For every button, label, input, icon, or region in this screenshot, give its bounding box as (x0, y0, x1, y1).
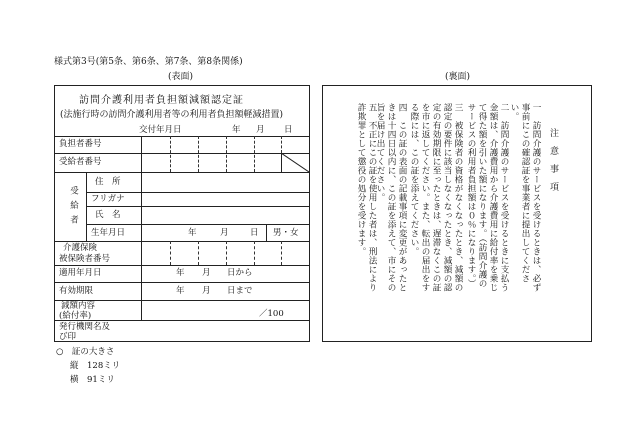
recipient-group-label: 受給者 (68, 186, 79, 230)
applicable-year-unit: 年 (176, 268, 185, 278)
birth-date-label: 生年月日 (91, 228, 126, 238)
applicable-month-unit: 月 (202, 268, 211, 278)
back-card (322, 85, 592, 342)
card-height: 縦 128ミリ (70, 361, 121, 371)
applicable-from-unit: 日から (227, 268, 253, 278)
digit-divider (226, 241, 227, 265)
note-item-3: 三 被保険者の資格がなくなったとき、減額の認定の要件に該当しなくなったとき、減額の認定の有効期限に至ったときは、遅滞なくこの証を市に返してください。また、転出の届出をする際には、この証を添えてください。 (409, 103, 463, 292)
insured-label-line2: 被保険者番号 (59, 254, 111, 264)
issue-day-unit: 日 (284, 125, 293, 135)
card-width: 横 91ミリ (70, 375, 115, 385)
digit-divider (198, 136, 199, 172)
reduction-label-line2: (給付率) (59, 311, 92, 321)
payer-number-label: 負担者番号 (59, 139, 102, 149)
benefit-rate: ／100 (259, 309, 284, 319)
birth-day-unit: 日 (250, 228, 259, 238)
birth-month-unit: 月 (220, 228, 229, 238)
row-divider (86, 224, 309, 225)
card-subtitle: (法施行時の訪問介護利用者等の利用者負担額軽減措置) (60, 110, 284, 120)
insured-label-line1: 介護保険 (63, 243, 98, 253)
digit-divider (281, 136, 282, 153)
address-label: 住 所 (95, 177, 121, 187)
reduction-label-line1: 減額内容 (61, 301, 96, 311)
row-divider (55, 136, 309, 137)
digit-divider (226, 136, 227, 172)
row-divider (55, 320, 309, 321)
digit-divider (170, 241, 171, 265)
row-divider (55, 153, 309, 154)
form-number: 様式第3号(第5条、第6条、第7条、第8条関係) (54, 57, 243, 67)
row-divider (55, 282, 309, 283)
note-item-4: 四 この証の表面の記載事項に変更があったときは十四日以内に、この証を添えて、市にその旨を届け出てください。 (375, 103, 407, 292)
issue-month-unit: 月 (256, 125, 265, 135)
front-side-label: (表面) (168, 72, 194, 82)
note-item-5: 五 不正にこの証を使用した者は、刑法により詐欺罪として懲役の処分を受けます。 (356, 103, 377, 292)
card-title: 訪問介護利用者負担額減額認定証 (79, 95, 244, 106)
recipient-number-label: 受給者番号 (59, 157, 102, 167)
row-divider (86, 192, 309, 193)
issue-year-unit: 年 (232, 125, 241, 135)
validity-month-unit: 月 (202, 286, 211, 296)
row-divider (55, 241, 309, 242)
front-card (54, 85, 310, 342)
issuer-label-line2: び印 (59, 332, 77, 342)
digit-divider (281, 241, 282, 265)
birth-year-unit: 年 (188, 228, 197, 238)
diagonal-strike (281, 153, 309, 172)
row-divider (55, 172, 309, 173)
validity-year-unit: 年 (176, 286, 185, 296)
notes-heading: 注意事項 (548, 128, 558, 200)
furigana-label: フリガナ (91, 194, 125, 204)
validity-until-unit: 日まで (227, 286, 253, 296)
applicable-date-label: 適用年月日 (59, 268, 102, 278)
digit-divider (170, 136, 171, 172)
issuer-label-line1: 発行機関名及 (59, 322, 111, 332)
validity-label: 有効期限 (59, 286, 94, 296)
row-divider (86, 206, 309, 207)
digit-divider (198, 241, 199, 265)
col-divider (266, 224, 267, 241)
issue-date-label: 交付年月日 (139, 125, 182, 135)
name-label: 氏 名 (95, 210, 121, 220)
note-item-1: 一 訪問介護のサービスを受けるときは、必ず事前にこの確認証を事業者に提出してください。 (509, 103, 541, 292)
card-size-note: ○ 証の大きさ (56, 347, 115, 357)
col-divider (141, 136, 142, 320)
digit-divider (254, 241, 255, 265)
back-side-label: (裏面) (445, 72, 471, 82)
digit-divider (254, 136, 255, 172)
row-divider (55, 265, 309, 266)
note-item-2: 二 訪問介護のサービスを受けるときに支払う金額は、介護費用から介護費用に給付率を乗じて得た額を引いた額になります。（訪問介護のサービスの利用者負担額は０％になります。） (466, 103, 509, 292)
gender-choice: 男・女 (273, 228, 299, 238)
col-divider (86, 172, 87, 241)
